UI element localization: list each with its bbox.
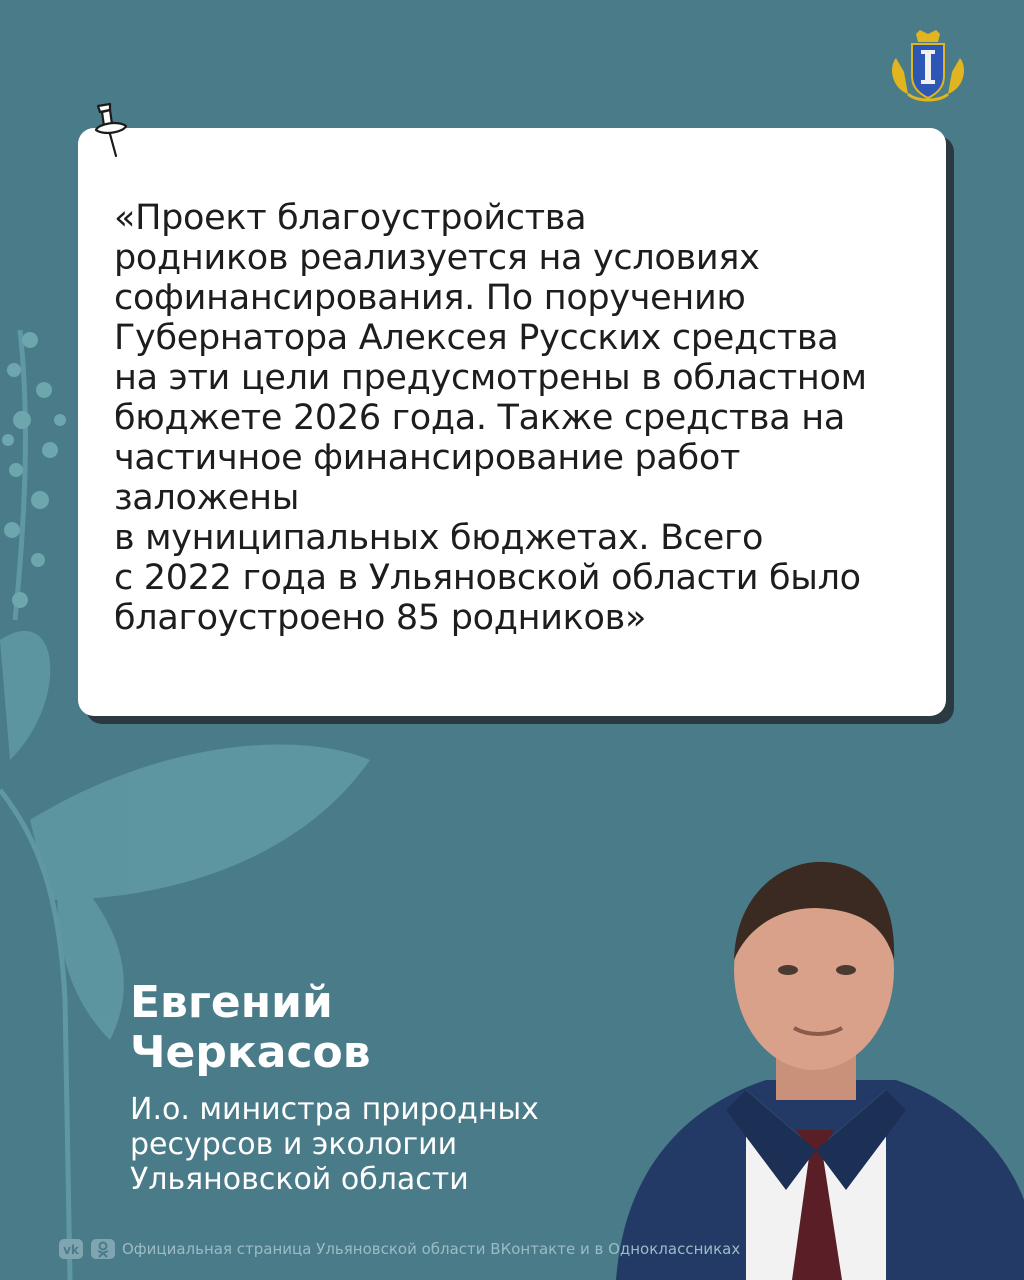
vk-icon[interactable]: [58, 1238, 84, 1260]
speaker-position: И.о. министра природных ресурсов и экологии Ульяновской области: [130, 1092, 539, 1197]
coat-of-arms-icon: [886, 28, 970, 104]
speaker-photo: [596, 850, 1024, 1280]
quote-text: «Проект благоустройства родников реализуется на условиях софинансирования. По поручению Губернатора Алексея Русских средства на эти цели предусмотрены в областном бюджете 2026 года. Также средства на частичное финансирование работ заложены в муниципальных бюджетах. Всего с 2022 года в Ульяновской области было благоустроено 85 родников»: [114, 198, 867, 638]
speaker-name: Евгений Черкасов: [130, 977, 371, 1078]
footer-text: Официальная страница Ульяновской области ВКонтакте и в Одноклассниках: [122, 1240, 741, 1258]
footer: [58, 1236, 740, 1262]
odnoklassniki-icon[interactable]: [90, 1238, 116, 1260]
svg-text:vk: vk: [63, 1243, 79, 1257]
pushpin-icon: [88, 100, 134, 160]
